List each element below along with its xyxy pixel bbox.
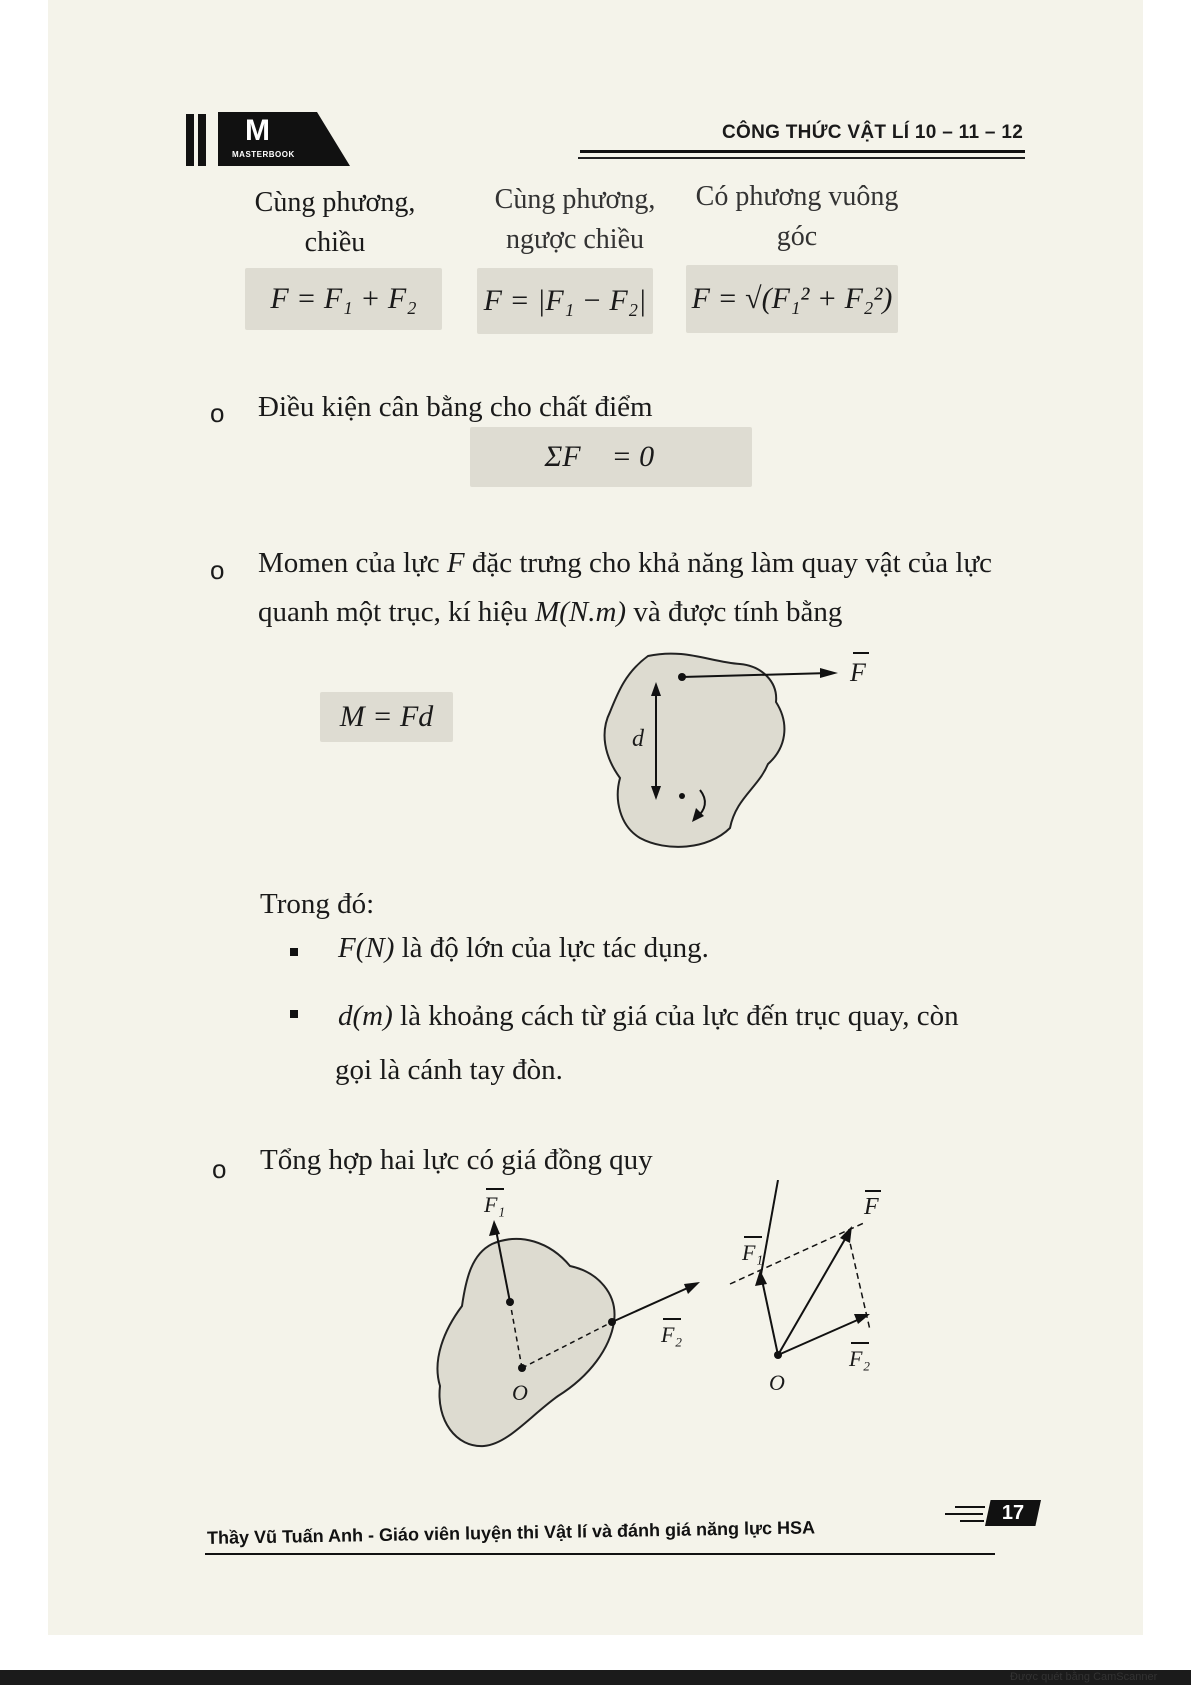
- bullet-equilibrium: o: [210, 398, 225, 428]
- speed-line: [955, 1506, 985, 1508]
- moment-formula-box: M = Fd: [320, 692, 453, 742]
- p-f1-line2: [762, 1280, 778, 1355]
- label-arm-d: d: [632, 726, 644, 752]
- force-arrow-head: [820, 668, 838, 678]
- equilibrium-text: Điều kiện cân bằng cho chất điểm: [258, 391, 653, 423]
- header-title: CÔNG THỨC VẬT LÍ 10 – 11 – 12: [722, 122, 1024, 143]
- col2-heading: Cùng phương, ngược chiều: [494, 184, 656, 255]
- formula-opposite-direction: F = |F₁ − F₂|: [477, 268, 653, 334]
- bullet-concurrent: o: [212, 1154, 227, 1184]
- f1-arrow-head: [489, 1220, 500, 1236]
- bullet-square-1: [290, 948, 298, 956]
- page-number: 17: [1001, 1502, 1025, 1524]
- f2-arrow-head: [684, 1282, 700, 1294]
- logo-text: MASTERBOOK: [232, 150, 295, 159]
- pivot-o: [518, 1364, 526, 1372]
- formula-perpendicular: F = √(F₁² + F₂²): [686, 265, 898, 333]
- logo-m-icon: M: [245, 114, 270, 147]
- label-f2-right: F₂: [849, 1346, 870, 1372]
- p-f1-arrow-head: [755, 1270, 767, 1286]
- speed-line: [945, 1513, 983, 1515]
- p-f-line: [778, 1234, 848, 1355]
- f2-line: [612, 1286, 692, 1322]
- label-f1-right: F₁: [742, 1240, 763, 1266]
- concurrent-text: Tổng hợp hai lực có giá đồng quy: [260, 1144, 653, 1176]
- p-origin: [774, 1351, 782, 1359]
- formula-same-direction: F = F₁ + F₂: [245, 268, 442, 330]
- logo-stripes: [186, 114, 214, 166]
- col3-heading: Có phương vuông góc: [695, 181, 899, 252]
- moment-line2: quanh một trục, kí hiệu M(N.m) và được tính bằng: [258, 596, 843, 628]
- force-point: [678, 673, 686, 681]
- label-f1-left: F₁: [484, 1192, 505, 1218]
- equilibrium-formula-box: ΣF⃗ = 0⃗: [470, 427, 752, 487]
- label-o-right: O: [769, 1370, 785, 1395]
- label-force-moment: F: [850, 658, 866, 688]
- where-title: Trong đó:: [260, 888, 375, 920]
- header-rule-thin: [578, 157, 1025, 159]
- scanner-watermark: Được quét bằng CamScanner: [1010, 1671, 1158, 1683]
- col1-heading: Cùng phương, chiều: [254, 187, 416, 258]
- where-item-1: F(N) là độ lớn của lực tác dụng.: [338, 932, 709, 964]
- bullet-square-2: [290, 1010, 298, 1018]
- where-item-2-cont: gọi là cánh tay đòn.: [335, 1054, 563, 1086]
- footer-text: Thầy Vũ Tuấn Anh - Giáo viên luyện thi Vật lí và đánh giá năng lực HSA: [206, 1517, 816, 1548]
- footer-rule: [205, 1553, 995, 1555]
- speed-line: [960, 1520, 984, 1522]
- label-f2-left: F₂: [661, 1322, 682, 1348]
- where-item-2: d(m) là khoảng cách từ giá của lực đến trục quay, còn: [338, 1000, 959, 1032]
- header-rule: [580, 150, 1025, 153]
- moment-line1: Momen của lực F đặc trưng cho khả năng làm quay vật của lực: [258, 547, 993, 579]
- bullet-moment: o: [210, 555, 225, 585]
- body-shape-2: [437, 1239, 614, 1446]
- label-f-resultant: F: [864, 1194, 879, 1221]
- label-o-left: O: [512, 1380, 528, 1405]
- concurrent-body-diagram: [430, 1180, 730, 1460]
- pivot-point: [679, 793, 685, 799]
